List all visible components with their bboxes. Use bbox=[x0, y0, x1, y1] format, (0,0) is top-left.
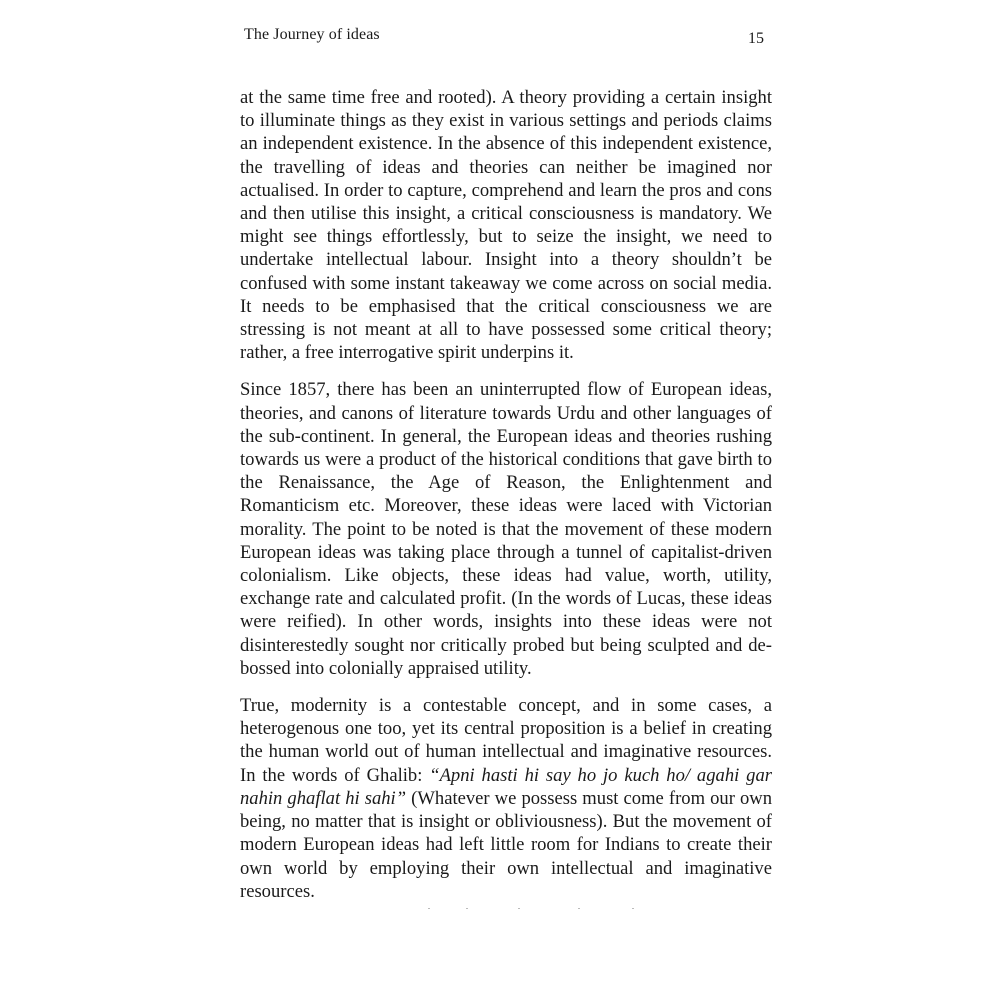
paragraph-3-rest: (Whatever we possess must come from our own being, no matter that is insight or obliviousness). But the movement of modern European ideas had left little room for Indians to create their own world by employing their own intellectual and imaginative resources. bbox=[240, 787, 772, 902]
page-number: 15 bbox=[748, 30, 764, 47]
running-head-title: The Journey of ideas bbox=[244, 26, 380, 43]
paragraph-1: at the same time free and rooted). A theory providing a certain insight to illuminate things as they exist in various settings and periods claims an independent existence. In the absence of this independent existence, the travelling of ideas and theories can neither be imagined nor actualised. In order to capture, comprehend and learn the pros and cons and then utilise this insight, a critical consciousness is mandatory. We might see things effortlessly, but to seize the insight, we need to undertake intellectual labour. Insight into a theory shouldn’t be confused with some instant takeaway we come across on social media. It needs to be emphasised that the critical consciousness we are stressing is not meant at all to have possessed some critical theory; rather, a free interrogative spirit underpins it. bbox=[240, 87, 772, 364]
paragraph-3 bbox=[240, 694, 772, 903]
paragraph-2: Since 1857, there has been an uninterrupted flow of European ideas, theories, and canons of literature towards Urdu and other languages of the sub-continent. In general, the European ideas and theories rushing towards us were a product of the historical conditions that gave birth to the Renaissance, the Age of Reason, the Enlightenment and Romanticism etc. Moreover, these ideas were laced with Victorian morality. The point to be noted is that the movement of these modern European ideas was taking place through a tunnel of capitalist-driven colonialism. Like objects, these ideas had value, worth, utility, exchange rate and calculated profit. (In the words of Lucas, these ideas were reified). In other words, insights into these ideas were not disinterestedly sought nor critically probed but being sculpted and de-bossed into colonially appraised utility. bbox=[240, 379, 772, 679]
body-text bbox=[240, 86, 772, 917]
paragraph-3-intro: True, modernity is a contestable concept, and in some cases, a heterogenous one too, yet its central proposition is a belief in creating the human world out of human intellectual and imaginative resources. In the words of Ghalib: bbox=[240, 695, 772, 786]
scan-specks bbox=[420, 908, 650, 912]
ghalib-quote: “Apni hasti hi say ho jo kuch ho/ agahi gar nahin ghaflat hi sahi” bbox=[240, 764, 772, 809]
